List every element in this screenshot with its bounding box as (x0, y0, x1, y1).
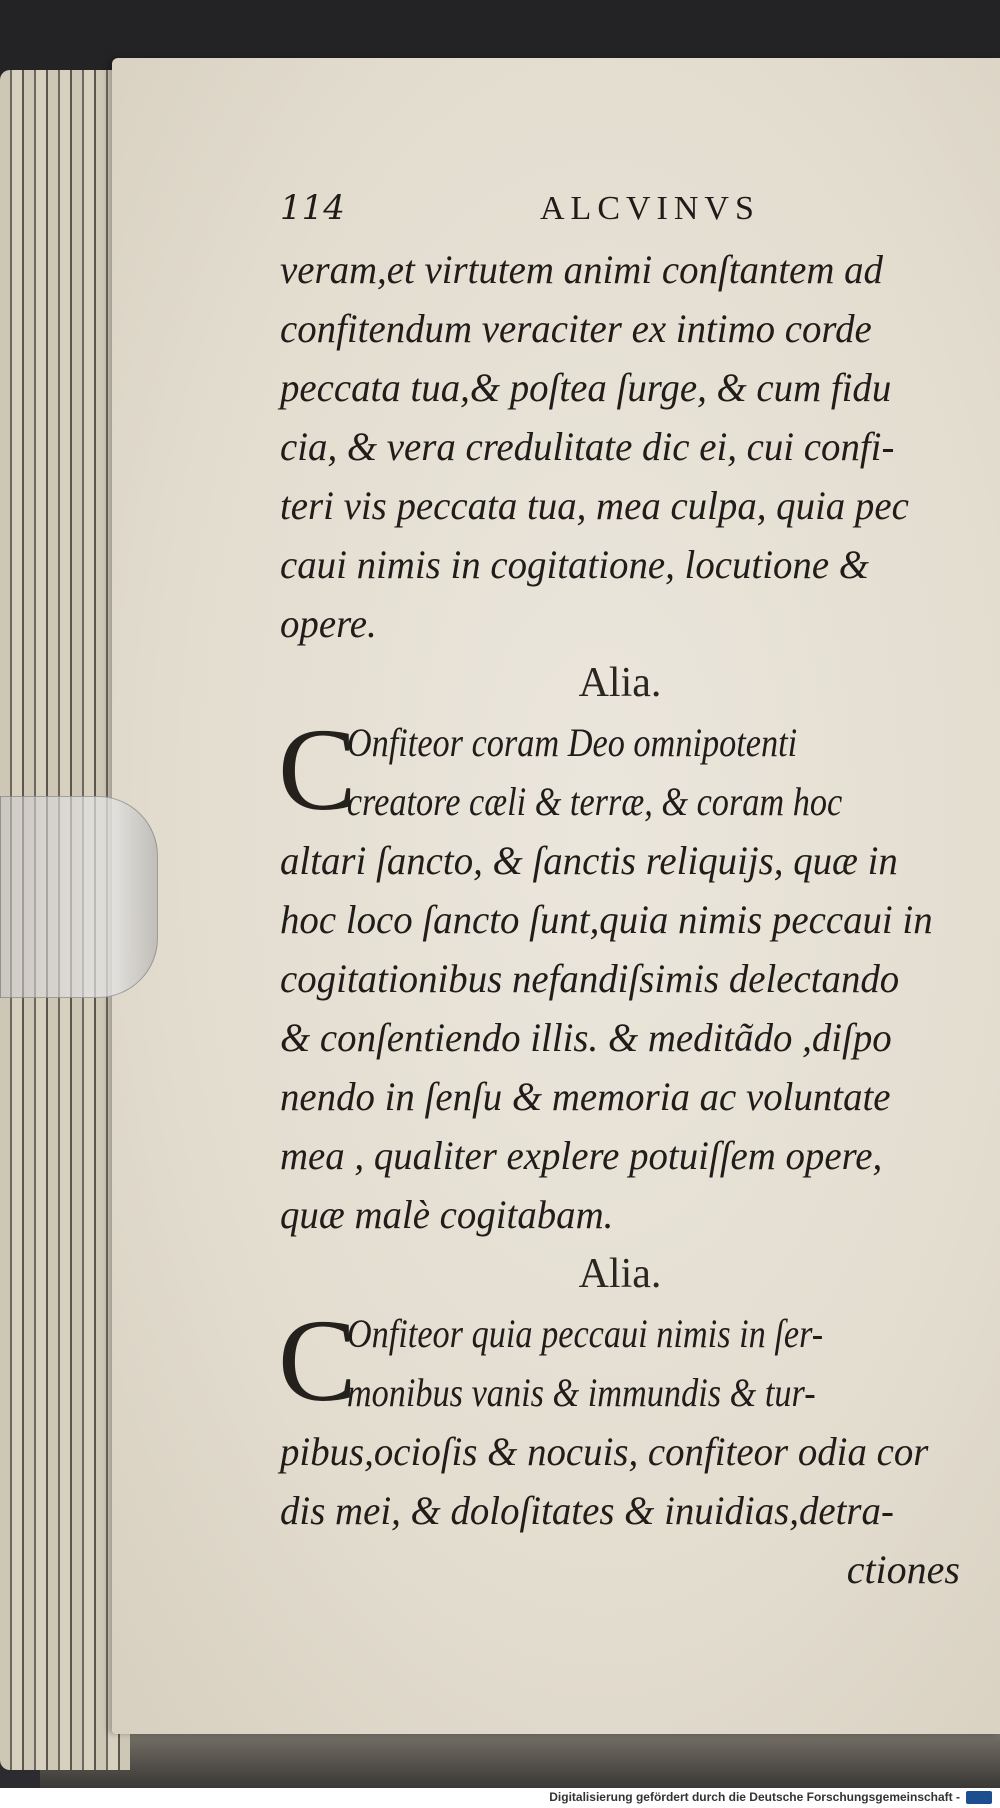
paragraph (278, 704, 980, 1244)
running-title: ALCVINVS (540, 190, 760, 227)
text-line: veram,et virtutem animi conſtantem ad (280, 247, 883, 292)
text-line: & conſentiendo illis. & meditãdo ,diſpo (280, 1015, 892, 1060)
section-heading: Alia. (578, 660, 662, 706)
text-line: Onfiteor coram Deo omnipotenti (346, 720, 798, 765)
text-line: creatore cæli & terræ, & coram hoc (346, 779, 843, 824)
text-line: Onfiteor quia peccaui nimis in ſer- (346, 1311, 824, 1356)
text-line: quæ malè cogitabam. (280, 1192, 614, 1237)
text-line: altari ſancto, & ſanctis reliquijs, quæ in (280, 838, 898, 883)
footer-bar (0, 1788, 1000, 1808)
book-bottom-edge (40, 1728, 1000, 1788)
drop-capital: C (278, 1295, 357, 1426)
text-line: nendo in ſenſu & memoria ac voluntate (280, 1074, 891, 1119)
text-block (280, 240, 980, 1599)
funding-credit: Digitalisierung gefördert durch die Deutsche Forschungsgemeinschaft - (549, 1790, 960, 1804)
drop-capital: C (278, 704, 357, 835)
page-number: 114 (280, 188, 345, 228)
page-clip (0, 796, 158, 998)
section-heading: Alia. (578, 1251, 662, 1297)
dfg-logo-icon (966, 1791, 992, 1804)
text-line: hoc loco ſancto ſunt,quia nimis peccaui in (280, 897, 933, 942)
text-line: dis mei, & doloſitates & inuidias,detra- (280, 1488, 894, 1533)
paragraph (278, 1295, 980, 1540)
text-line: confitendum veraciter ex intimo corde (280, 306, 872, 351)
text-line: cogitationibus nefandiſsimis delectando (280, 956, 900, 1001)
text-line: monibus vanis & immundis & tur- (346, 1370, 816, 1415)
catchword: ctiones (846, 1547, 960, 1592)
text-line: mea , qualiter explere potuiſſem opere, (280, 1133, 883, 1178)
text-line: pibus,ocioſis & nocuis, confiteor odia cor (280, 1429, 929, 1474)
text-line: caui nimis in cogitatione, locutione & (280, 542, 870, 587)
text-line: opere. (280, 601, 377, 646)
text-line: teri vis peccata tua, mea culpa, quia pec (280, 483, 909, 528)
running-head (280, 188, 800, 232)
text-line: peccata tua,& poſtea ſurge, & cum fidu (280, 365, 892, 410)
text-line: cia, & vera credulitate dic ei, cui confi- (280, 424, 895, 469)
